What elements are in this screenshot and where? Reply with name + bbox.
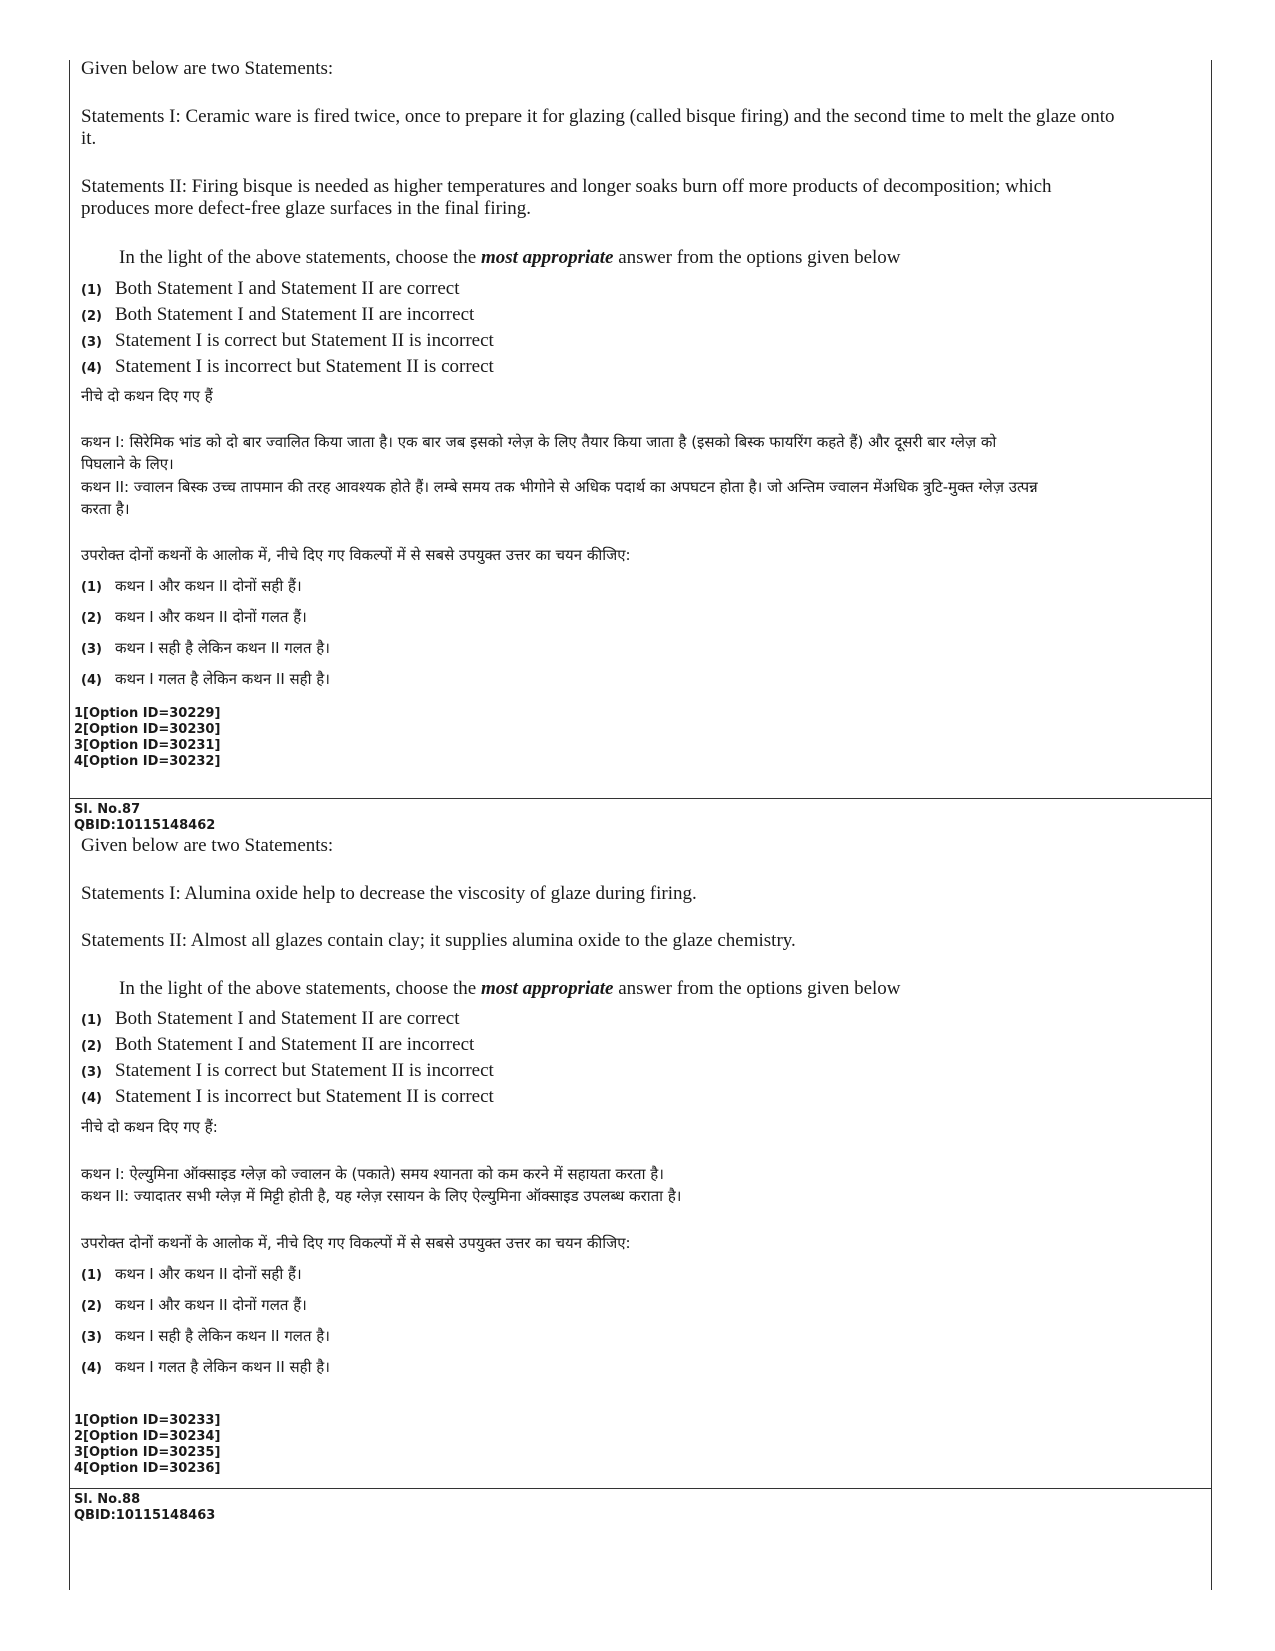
option-number: (3) <box>81 1065 102 1080</box>
q86-hindi-statement-2-line-1: कथन II: ज्वालन बिस्क उच्च तापमान की तरह आवश्यक होते हैं। लम्बे समय तक भीगोने से अधिक पदार्थ का अपघटन होता है। जो अन्तिम ज्वालन मेंअधिक त्रुटि-मुक्त ग्लेज़ उत्पन्न <box>81 478 1038 496</box>
q86-hindi-statement-1-line-2: पिघलाने के लिए। <box>81 455 174 473</box>
q86-option-id-4: 4[Option ID=30232] <box>74 754 221 769</box>
q87-option-id-2: 2[Option ID=30234] <box>74 1429 221 1444</box>
q86-option-hi-3 <box>81 638 330 658</box>
option-number: (1) <box>81 283 102 298</box>
q86-intro: Given below are two Statements: <box>81 58 334 79</box>
q86-hindi-instruction: उपरोक्त दोनों कथनों के आलोक में, नीचे दिए गए विकल्पों में से सबसे उपयुक्त उत्तर का चयन कीजिए: <box>81 546 631 564</box>
q87-option-en-4 <box>81 1086 494 1108</box>
option-number: (3) <box>81 335 102 350</box>
instruction-emphasis: most appropriate <box>480 978 614 999</box>
option-number: (1) <box>81 580 102 595</box>
q87-option-hi-2 <box>81 1295 307 1315</box>
option-number: (1) <box>81 1268 102 1283</box>
option-number: (2) <box>81 1299 102 1314</box>
q87-hindi-statement-1: कथन I: ऐल्युमिना ऑक्साइड ग्लेज़ को ज्वालन के (पकाते) समय श्यानता को कम करने में सहायता करता है। <box>81 1165 664 1183</box>
instruction-emphasis: most appropriate <box>480 247 614 268</box>
q86-statement-1-line-1: Statements I: Ceramic ware is fired twice, once to prepare it for glazing (called bisque firing) and the second time to melt the glaze onto <box>81 106 1115 127</box>
q87-option-id-4: 4[Option ID=30236] <box>74 1461 221 1476</box>
option-text: Statement I is incorrect but Statement II is correct <box>115 356 494 377</box>
q87-instruction <box>119 978 901 1000</box>
option-text: कथन I और कथन II दोनों सही हैं। <box>115 1265 302 1283</box>
option-text: Statement I is correct but Statement II is incorrect <box>115 1060 494 1081</box>
q86-statement-1-line-2: it. <box>81 128 97 149</box>
option-number: (1) <box>81 1013 102 1028</box>
option-number: (2) <box>81 1039 102 1054</box>
option-text: Both Statement I and Statement II are incorrect <box>115 304 475 325</box>
q86-option-en-3 <box>81 330 494 352</box>
q86-option-hi-2 <box>81 607 307 627</box>
instruction-text: In the light of the above statements, choose the <box>119 978 481 999</box>
q86-option-en-4 <box>81 356 494 378</box>
option-text: Both Statement I and Statement II are incorrect <box>115 1034 475 1055</box>
q87-intro: Given below are two Statements: <box>81 835 334 856</box>
q86-option-id-1: 1[Option ID=30229] <box>74 706 221 721</box>
q87-option-hi-3 <box>81 1326 330 1346</box>
question-divider <box>69 798 1212 799</box>
q86-statement-2-line-1: Statements II: Firing bisque is needed as higher temperatures and longer soaks burn off more products of decomposition; which <box>81 176 1052 197</box>
option-text: Statement I is correct but Statement II is incorrect <box>115 330 494 351</box>
option-text: कथन I गलत है लेकिन कथन II सही है। <box>115 670 330 688</box>
q87-hindi-intro: नीचे दो कथन दिए गए हैं: <box>81 1118 218 1136</box>
q86-instruction <box>119 247 901 269</box>
option-text: Both Statement I and Statement II are correct <box>115 278 460 299</box>
q87-qbid: QBID:10115148462 <box>74 818 216 833</box>
right-border <box>1211 60 1212 1590</box>
q86-option-en-2 <box>81 304 474 326</box>
instruction-text: In the light of the above statements, choose the <box>119 247 481 268</box>
option-number: (3) <box>81 642 102 657</box>
q87-option-en-1 <box>81 1008 460 1030</box>
q87-option-en-2 <box>81 1034 474 1056</box>
q88-serial-number: Sl. No.88 <box>74 1492 141 1507</box>
option-text: कथन I और कथन II दोनों गलत हैं। <box>115 608 307 626</box>
q87-option-hi-4 <box>81 1357 330 1377</box>
q87-option-id-3: 3[Option ID=30235] <box>74 1445 221 1460</box>
q87-option-hi-1 <box>81 1264 302 1284</box>
q86-statement-2-line-2: produces more defect-free glaze surfaces in the final firing. <box>81 198 531 219</box>
option-text: कथन I और कथन II दोनों गलत हैं। <box>115 1296 307 1314</box>
option-number: (2) <box>81 309 102 324</box>
option-number: (2) <box>81 611 102 626</box>
option-number: (4) <box>81 1361 102 1376</box>
option-number: (4) <box>81 673 102 688</box>
instruction-text: answer from the options given below <box>613 247 901 268</box>
q86-option-id-2: 2[Option ID=30230] <box>74 722 221 737</box>
q87-option-en-3 <box>81 1060 494 1082</box>
q86-hindi-statement-2-line-2: करता है। <box>81 500 130 518</box>
q87-serial-number: Sl. No.87 <box>74 802 141 817</box>
option-text: कथन I सही है लेकिन कथन II गलत है। <box>115 639 330 657</box>
instruction-text: answer from the options given below <box>613 978 901 999</box>
q87-statement-2: Statements II: Almost all glazes contain clay; it supplies alumina oxide to the glaze chemistry. <box>81 930 796 951</box>
q87-option-id-1: 1[Option ID=30233] <box>74 1413 221 1428</box>
option-number: (3) <box>81 1330 102 1345</box>
option-number: (4) <box>81 361 102 376</box>
option-number: (4) <box>81 1091 102 1106</box>
q87-hindi-statement-2: कथन II: ज्यादातर सभी ग्लेज़ में मिट्टी होती है, यह ग्लेज़ रसायन के लिए ऐल्युमिना ऑक्साइड उपलब्ध कराता है। <box>81 1187 682 1205</box>
q86-option-en-1 <box>81 278 460 300</box>
question-divider <box>69 1488 1212 1489</box>
option-text: Statement I is incorrect but Statement II is correct <box>115 1086 494 1107</box>
q86-hindi-statement-1-line-1: कथन I: सिरेमिक भांड को दो बार ज्वालित किया जाता है। एक बार जब इसको ग्लेज़ के लिए तैयार किया जाता है (इसको बिस्क फायरिंग कहते हैं) और दूसरी बार ग्लेज़ को <box>81 433 997 451</box>
q88-qbid: QBID:10115148463 <box>74 1508 216 1523</box>
q86-option-id-3: 3[Option ID=30231] <box>74 738 221 753</box>
option-text: Both Statement I and Statement II are correct <box>115 1008 460 1029</box>
q87-statement-1: Statements I: Alumina oxide help to decrease the viscosity of glaze during firing. <box>81 883 697 904</box>
option-text: कथन I गलत है लेकिन कथन II सही है। <box>115 1358 330 1376</box>
left-border <box>69 60 70 1590</box>
q87-hindi-instruction: उपरोक्त दोनों कथनों के आलोक में, नीचे दिए गए विकल्पों में से सबसे उपयुक्त उत्तर का चयन कीजिए: <box>81 1234 631 1252</box>
q86-hindi-intro: नीचे दो कथन दिए गए हैं <box>81 387 213 405</box>
q86-option-hi-1 <box>81 576 302 596</box>
option-text: कथन I और कथन II दोनों सही हैं। <box>115 577 302 595</box>
option-text: कथन I सही है लेकिन कथन II गलत है। <box>115 1327 330 1345</box>
q86-option-hi-4 <box>81 669 330 689</box>
